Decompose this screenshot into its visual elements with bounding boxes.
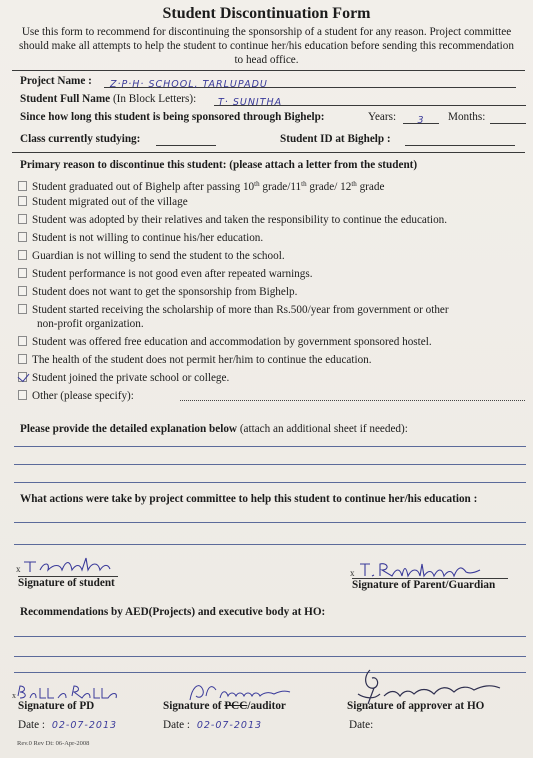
explanation-line[interactable] [14, 482, 526, 483]
sponsored-duration-label: Since how long this student is being sponsored through Bighelp: [20, 111, 325, 123]
reason-text: Student is not willing to continue his/her education. [32, 232, 264, 244]
pd-date-value[interactable]: 02-07-2013 [51, 720, 118, 731]
reason-item[interactable] [18, 304, 449, 317]
checkbox[interactable] [18, 286, 27, 296]
years-label: Years: [368, 111, 397, 123]
student-name-field[interactable] [214, 92, 526, 106]
actions-line[interactable] [14, 522, 526, 523]
student-id-row [280, 132, 391, 146]
student-signature [14, 552, 114, 578]
reason-text: Student does not want to get the sponsorship from Bighelp. [32, 286, 298, 298]
approver-date-label: Date: [349, 719, 374, 731]
reason-item[interactable] [18, 286, 297, 299]
pcc-date-value[interactable]: 02-07-2013 [196, 720, 263, 731]
project-name-value: Z·P·H· SCHOOL, TARLUPADU [110, 79, 268, 90]
project-name-field[interactable] [104, 74, 516, 88]
explanation-label-bold: Please provide the detailed explanation below [20, 423, 238, 435]
pd-date-label: Date : [18, 719, 46, 731]
reason-text: The health of the student does not permit her/him to continue the education. [32, 354, 372, 366]
student-name-row [20, 92, 196, 106]
reason-text: Student was adopted by their relatives and taken the responsibility to continue the education. [32, 214, 448, 226]
sponsored-duration-row [20, 110, 325, 124]
reason-item[interactable] [18, 178, 384, 194]
pcc-date-label: Date : [163, 719, 191, 731]
approver-signature-label: Signature of approver at HO [347, 700, 485, 712]
checkbox[interactable] [18, 268, 27, 278]
reason-item[interactable] [18, 336, 432, 349]
reason-text: Student joined the private school or college. [32, 372, 230, 384]
pd-date-row [18, 718, 117, 733]
checkbox[interactable] [18, 304, 27, 314]
checkbox[interactable] [18, 390, 27, 400]
checkbox[interactable] [18, 196, 27, 206]
form-title: Student Discontinuation Form [162, 5, 371, 22]
student-signature-label: Signature of student [18, 577, 115, 589]
reason-text: Other (please specify): [32, 390, 134, 402]
actions-line[interactable] [14, 544, 526, 545]
class-row [20, 132, 140, 146]
approver-date-row [349, 718, 373, 733]
divider [12, 70, 525, 71]
svg-text:x: x [12, 691, 16, 700]
recommendations-label [20, 605, 325, 619]
revision-footer: Rev.0 Rev Dt: 06-Apr-2008 [17, 740, 90, 747]
reason-item[interactable] [18, 214, 447, 227]
checkbox[interactable] [18, 214, 27, 224]
pcc-signature-label [163, 700, 286, 712]
form-intro: Use this form to recommend for discontinuing the sponsorship of a student for any reason. Project committee should make all attempts to help the student to continue her/his education before sending this recommendation to head office. [19, 26, 514, 66]
pcc-label-pre: Signature of [163, 700, 225, 712]
project-name-row [20, 74, 92, 88]
reason-item[interactable] [18, 390, 134, 403]
class-field[interactable] [156, 132, 216, 146]
checkbox[interactable] [18, 232, 27, 242]
reason-item[interactable] [18, 232, 263, 245]
actions-label [20, 492, 477, 506]
student-id-field[interactable] [405, 132, 515, 146]
months-label: Months: [448, 111, 486, 123]
reason-text: Student was offered free education and accommodation by government sponsored hostel. [32, 336, 432, 348]
pcc-label-struck: PCC [224, 700, 248, 712]
reason-text: Student started receiving the scholarship of more than Rs.500/year from government or other [32, 304, 449, 316]
years-field[interactable] [403, 110, 439, 124]
checkbox[interactable] [18, 354, 27, 364]
checkbox[interactable] [18, 181, 27, 191]
reason-text: Guardian is not willing to send the student to the school. [32, 250, 285, 262]
recommendations-label-text: Recommendations by AED(Projects) and executive body at HO: [20, 606, 326, 618]
reasons-heading-text: Primary reason to discontinue this student: (please attach a letter from the student) [20, 159, 418, 171]
pcc-date-row [163, 718, 262, 733]
recommendations-line[interactable] [14, 656, 526, 657]
reason-item[interactable] [18, 250, 285, 263]
explanation-line[interactable] [14, 446, 526, 447]
other-specify-field[interactable] [180, 400, 525, 401]
svg-text:x: x [16, 564, 21, 574]
class-label: Class currently studying: [20, 133, 141, 145]
checkbox[interactable] [18, 336, 27, 346]
pd-signature-label: Signature of PD [18, 700, 95, 712]
reason-item[interactable] [18, 372, 229, 385]
explanation-line[interactable] [14, 464, 526, 465]
svg-text:x: x [350, 568, 355, 578]
reason-text: Student migrated out of the village [32, 196, 188, 208]
checkbox[interactable] [18, 250, 27, 260]
recommendations-line[interactable] [14, 636, 526, 637]
explanation-label [20, 422, 408, 436]
years-value: 3 [417, 115, 425, 126]
actions-label-text: What actions were take by project committee to help this student to continue her/his education : [20, 493, 478, 505]
divider [12, 152, 525, 153]
project-name-label: Project Name : [20, 75, 92, 87]
student-name-label: Student Full Name [20, 93, 111, 105]
months-field[interactable] [490, 110, 526, 124]
student-id-label: Student ID at Bighelp : [280, 133, 391, 145]
pcc-label-post: /auditor [247, 700, 286, 712]
checkbox-checked[interactable] [18, 372, 27, 382]
reason-text-continued: non-profit organization. [37, 318, 144, 330]
reason-text: Student graduated out of Bighelp after passing 10th grade/11th grade/ 12th grade [32, 180, 385, 193]
reason-text: Student performance is not good even after repeated warnings. [32, 268, 313, 280]
student-name-value: T· SUNITHA [218, 97, 283, 108]
student-name-hint: (In Block Letters): [112, 93, 197, 105]
reasons-heading [20, 158, 417, 172]
reason-item[interactable] [18, 268, 313, 281]
reason-item[interactable] [18, 354, 372, 367]
reason-item[interactable] [18, 196, 188, 209]
parent-signature-label: Signature of Parent/Guardian [352, 579, 496, 591]
explanation-label-rest: (attach an additional sheet if needed): [239, 423, 408, 435]
